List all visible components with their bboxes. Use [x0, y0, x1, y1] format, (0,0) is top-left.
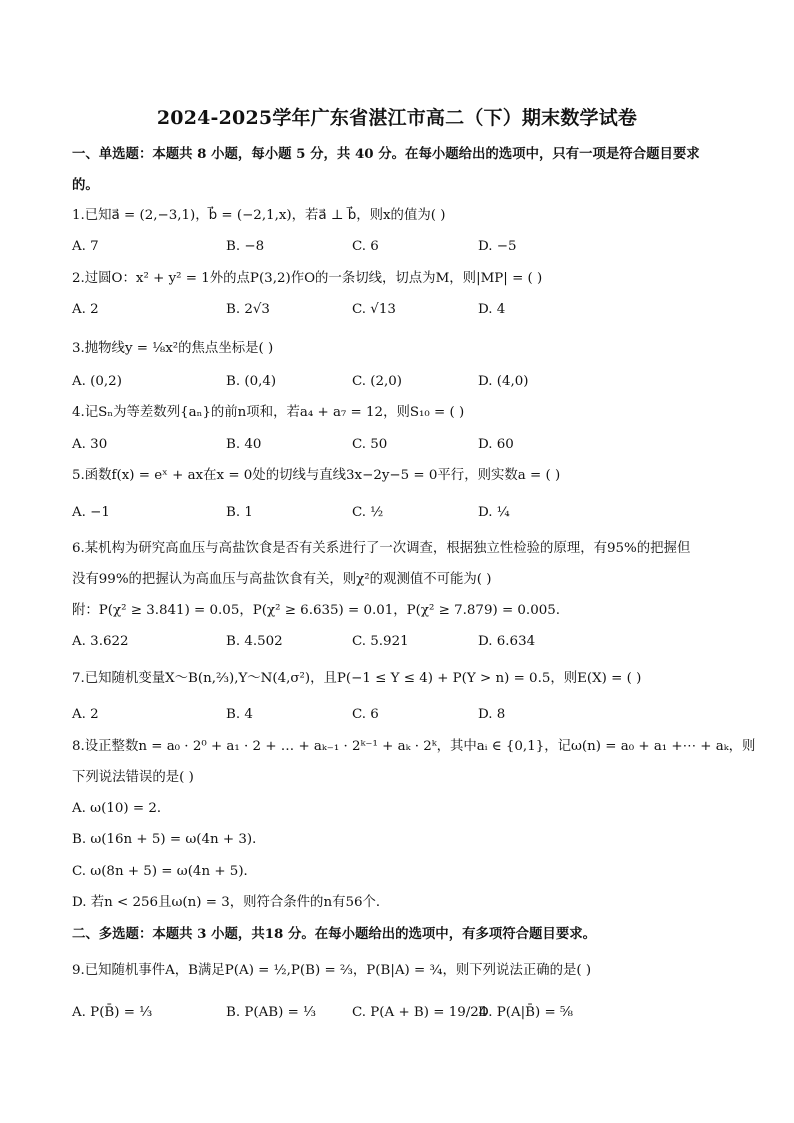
- option-c: C. (2,0): [352, 374, 403, 389]
- question-6-options: [72, 634, 732, 650]
- option-a: A. (0,2): [72, 374, 122, 389]
- option-d: D. 8: [478, 707, 506, 722]
- question-2-options: [72, 302, 732, 318]
- question-1: 1.已知a⃗ = (2,−3,1)，b⃗ = (−2,1,x)，若a⃗ ⊥ b⃗，则x的值为( ): [72, 208, 446, 223]
- option-b: B. (0,4): [226, 374, 277, 389]
- question-8-option-b: B. ω(16n + 5) = ω(4n + 3)．: [72, 832, 266, 847]
- question-6-line1: 6.某机构为研究高血压与高盐饮食是否有关系进行了一次调查，根据独立性检验的原理，有95%的把握但: [72, 541, 691, 556]
- option-c: C. 6: [352, 707, 379, 722]
- option-d: D. (4,0): [478, 374, 529, 389]
- question-1-options: [72, 239, 732, 255]
- option-b: B. 4.502: [226, 634, 283, 649]
- option-c: C. 5.921: [352, 634, 409, 649]
- option-d: D. P(A|B̄) = ⅝: [478, 1005, 573, 1020]
- option-a: A. 30: [72, 437, 108, 452]
- question-4: 4.记Sₙ为等差数列{aₙ}的前n项和，若a₄ + a₇ = 12，则S₁₀ = ( ): [72, 405, 465, 420]
- option-a: A. 2: [72, 302, 99, 317]
- option-b: B. 1: [226, 505, 253, 520]
- option-d: D. 4: [478, 302, 506, 317]
- question-8-option-a: A. ω(10) = 2．: [72, 801, 171, 816]
- option-a: A. −1: [72, 505, 110, 520]
- section1-heading-line1: 一、单选题：本题共 8 小题，每小题 5 分，共 40 分。在每小题给出的选项中，只有一项是符合题目要求: [72, 146, 700, 162]
- question-3-options: [72, 374, 732, 390]
- question-3: 3.抛物线y = ⅛x²的焦点坐标是( ): [72, 341, 274, 356]
- question-9: 9.已知随机事件A，B满足P(A) = ½,P(B) = ⅔，P(B|A) = ¾，则下列说法正确的是( ): [72, 963, 592, 978]
- option-c: C. 6: [352, 239, 379, 254]
- question-5: 5.函数f(x) = eˣ + ax在x = 0处的切线与直线3x−2y−5 = 0平行，则实数a = ( ): [72, 468, 561, 483]
- option-d: D. 60: [478, 437, 514, 452]
- question-7-options: [72, 707, 732, 723]
- question-8-option-d: D. 若n < 256且ω(n) = 3，则符合条件的n有56个．: [72, 895, 390, 910]
- option-a: A. P(B̄) = ⅓: [72, 1005, 153, 1020]
- option-c: C. √13: [352, 302, 396, 317]
- option-c: C. 50: [352, 437, 388, 452]
- option-b: B. 2√3: [226, 302, 270, 317]
- question-6-line2: 没有99%的把握认为高血压与高盐饮食有关，则χ²的观测值不可能为( ): [72, 572, 492, 587]
- option-b: B. −8: [226, 239, 265, 254]
- option-d: D. −5: [478, 239, 517, 254]
- option-a: A. 2: [72, 707, 99, 722]
- question-8-line2: 下列说法错误的是( ): [72, 770, 194, 785]
- section1-heading-line2: 的。: [72, 177, 99, 193]
- option-a: A. 3.622: [72, 634, 129, 649]
- question-8-line1: 8.设正整数n = a₀ · 2⁰ + a₁ · 2 + … + aₖ₋₁ · 2ᵏ⁻¹ + aₖ · 2ᵏ，其中aᵢ ∈ {0,1}，记ω(n) = a₀ + a₁ +⋯ + aₖ，则: [72, 739, 756, 754]
- option-c: C. P(A + B) = 19/24: [352, 1005, 488, 1020]
- question-4-options: [72, 437, 732, 453]
- option-d: D. ¼: [478, 505, 510, 520]
- question-9-options: [72, 1005, 732, 1021]
- page-title: 2024-2025学年广东省湛江市高二（下）期末数学试卷: [156, 107, 638, 129]
- option-b: B. 40: [226, 437, 262, 452]
- option-b: B. P(AB) = ⅓: [226, 1005, 317, 1020]
- option-b: B. 4: [226, 707, 253, 722]
- section2-heading: 二、多选题：本题共 3 小题，共18 分。在每小题给出的选项中，有多项符合题目要求。: [72, 926, 596, 942]
- question-7: 7.已知随机变量X～B(n,⅔),Y～N(4,σ²)，且P(−1 ≤ Y ≤ 4) + P(Y > n) = 0.5，则E(X) = ( ): [72, 671, 642, 686]
- option-a: A. 7: [72, 239, 99, 254]
- question-2: 2.过圆O：x² + y² = 1外的点P(3,2)作O的一条切线，切点为M，则|MP| = ( ): [72, 271, 543, 286]
- option-d: D. 6.634: [478, 634, 536, 649]
- question-5-options: [72, 505, 732, 521]
- option-c: C. ½: [352, 505, 384, 520]
- question-6-appendix: 附：P(χ² ≥ 3.841) = 0.05，P(χ² ≥ 6.635) = 0.01，P(χ² ≥ 7.879) = 0.005.: [72, 603, 561, 618]
- question-8-option-c: C. ω(8n + 5) = ω(4n + 5)．: [72, 864, 257, 879]
